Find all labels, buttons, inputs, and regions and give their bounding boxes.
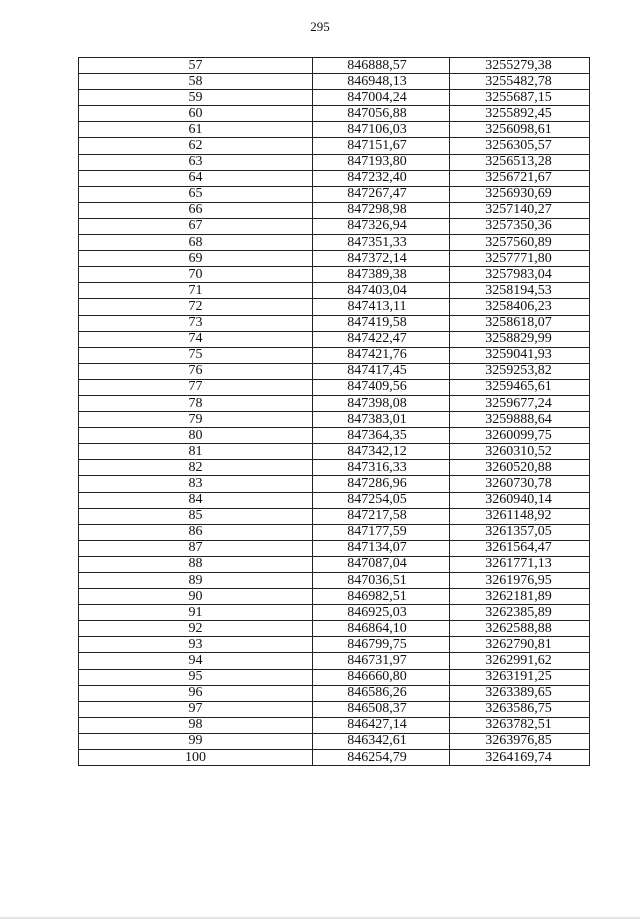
x-coordinate-cell: 846731,97 bbox=[313, 653, 450, 669]
y-coordinate-cell: 3257983,04 bbox=[450, 267, 590, 283]
x-coordinate-cell: 847056,88 bbox=[313, 106, 450, 122]
point-number-cell: 95 bbox=[79, 669, 313, 685]
table-row bbox=[79, 347, 590, 363]
y-coordinate-cell: 3255279,38 bbox=[450, 58, 590, 74]
point-number-cell: 83 bbox=[79, 476, 313, 492]
table-row bbox=[79, 492, 590, 508]
point-number-cell: 97 bbox=[79, 701, 313, 717]
y-coordinate-cell: 3262181,89 bbox=[450, 589, 590, 605]
table-row bbox=[79, 106, 590, 122]
table-row bbox=[79, 186, 590, 202]
table-row bbox=[79, 573, 590, 589]
x-coordinate-cell: 847342,12 bbox=[313, 444, 450, 460]
point-number-cell: 75 bbox=[79, 347, 313, 363]
y-coordinate-cell: 3259677,24 bbox=[450, 395, 590, 411]
point-number-cell: 91 bbox=[79, 605, 313, 621]
x-coordinate-cell: 847364,35 bbox=[313, 428, 450, 444]
y-coordinate-cell: 3255482,78 bbox=[450, 74, 590, 90]
table-row bbox=[79, 363, 590, 379]
y-coordinate-cell: 3257560,89 bbox=[450, 235, 590, 251]
y-coordinate-cell: 3261771,13 bbox=[450, 556, 590, 572]
table-row bbox=[79, 299, 590, 315]
y-coordinate-cell: 3263389,65 bbox=[450, 685, 590, 701]
y-coordinate-cell: 3259041,93 bbox=[450, 347, 590, 363]
point-number-cell: 71 bbox=[79, 283, 313, 299]
x-coordinate-cell: 846660,80 bbox=[313, 669, 450, 685]
table-row bbox=[79, 444, 590, 460]
x-coordinate-cell: 847193,80 bbox=[313, 154, 450, 170]
x-coordinate-cell: 847298,98 bbox=[313, 202, 450, 218]
x-coordinate-cell: 847151,67 bbox=[313, 138, 450, 154]
y-coordinate-cell: 3262588,88 bbox=[450, 621, 590, 637]
y-coordinate-cell: 3262790,81 bbox=[450, 637, 590, 653]
x-coordinate-cell: 847417,45 bbox=[313, 363, 450, 379]
y-coordinate-cell: 3263586,75 bbox=[450, 701, 590, 717]
point-number-cell: 62 bbox=[79, 138, 313, 154]
point-number-cell: 68 bbox=[79, 235, 313, 251]
point-number-cell: 77 bbox=[79, 379, 313, 395]
y-coordinate-cell: 3260099,75 bbox=[450, 428, 590, 444]
x-coordinate-cell: 846799,75 bbox=[313, 637, 450, 653]
table-row bbox=[79, 395, 590, 411]
point-number-cell: 100 bbox=[79, 750, 313, 766]
point-number-cell: 85 bbox=[79, 508, 313, 524]
table-row bbox=[79, 138, 590, 154]
table-row bbox=[79, 540, 590, 556]
point-number-cell: 81 bbox=[79, 444, 313, 460]
y-coordinate-cell: 3258194,53 bbox=[450, 283, 590, 299]
x-coordinate-cell: 847398,08 bbox=[313, 395, 450, 411]
y-coordinate-cell: 3257350,36 bbox=[450, 218, 590, 234]
point-number-cell: 61 bbox=[79, 122, 313, 138]
table-row bbox=[79, 412, 590, 428]
table-row bbox=[79, 685, 590, 701]
point-number-cell: 66 bbox=[79, 202, 313, 218]
y-coordinate-cell: 3261357,05 bbox=[450, 524, 590, 540]
x-coordinate-cell: 847217,58 bbox=[313, 508, 450, 524]
x-coordinate-cell: 847422,47 bbox=[313, 331, 450, 347]
point-number-cell: 80 bbox=[79, 428, 313, 444]
y-coordinate-cell: 3256305,57 bbox=[450, 138, 590, 154]
y-coordinate-cell: 3264169,74 bbox=[450, 750, 590, 766]
point-number-cell: 86 bbox=[79, 524, 313, 540]
point-number-cell: 88 bbox=[79, 556, 313, 572]
table-row bbox=[79, 283, 590, 299]
table-row bbox=[79, 637, 590, 653]
point-number-cell: 93 bbox=[79, 637, 313, 653]
y-coordinate-cell: 3262385,89 bbox=[450, 605, 590, 621]
point-number-cell: 84 bbox=[79, 492, 313, 508]
coordinates-table bbox=[78, 57, 590, 766]
y-coordinate-cell: 3258618,07 bbox=[450, 315, 590, 331]
y-coordinate-cell: 3260310,52 bbox=[450, 444, 590, 460]
x-coordinate-cell: 846864,10 bbox=[313, 621, 450, 637]
y-coordinate-cell: 3259253,82 bbox=[450, 363, 590, 379]
table-row bbox=[79, 235, 590, 251]
y-coordinate-cell: 3263191,25 bbox=[450, 669, 590, 685]
x-coordinate-cell: 847421,76 bbox=[313, 347, 450, 363]
table-row bbox=[79, 170, 590, 186]
x-coordinate-cell: 847419,58 bbox=[313, 315, 450, 331]
table-row bbox=[79, 267, 590, 283]
table-row bbox=[79, 733, 590, 749]
point-number-cell: 92 bbox=[79, 621, 313, 637]
x-coordinate-cell: 847254,05 bbox=[313, 492, 450, 508]
table-row bbox=[79, 331, 590, 347]
point-number-cell: 74 bbox=[79, 331, 313, 347]
y-coordinate-cell: 3255892,45 bbox=[450, 106, 590, 122]
coordinates-table-body bbox=[79, 58, 590, 766]
x-coordinate-cell: 847326,94 bbox=[313, 218, 450, 234]
y-coordinate-cell: 3261976,95 bbox=[450, 573, 590, 589]
x-coordinate-cell: 847004,24 bbox=[313, 90, 450, 106]
x-coordinate-cell: 847389,38 bbox=[313, 267, 450, 283]
table-row bbox=[79, 556, 590, 572]
y-coordinate-cell: 3258406,23 bbox=[450, 299, 590, 315]
y-coordinate-cell: 3256098,61 bbox=[450, 122, 590, 138]
x-coordinate-cell: 846427,14 bbox=[313, 717, 450, 733]
x-coordinate-cell: 847316,33 bbox=[313, 460, 450, 476]
y-coordinate-cell: 3263976,85 bbox=[450, 733, 590, 749]
x-coordinate-cell: 847036,51 bbox=[313, 573, 450, 589]
x-coordinate-cell: 847232,40 bbox=[313, 170, 450, 186]
y-coordinate-cell: 3260730,78 bbox=[450, 476, 590, 492]
point-number-cell: 99 bbox=[79, 733, 313, 749]
x-coordinate-cell: 847106,03 bbox=[313, 122, 450, 138]
y-coordinate-cell: 3257771,80 bbox=[450, 251, 590, 267]
point-number-cell: 94 bbox=[79, 653, 313, 669]
point-number-cell: 67 bbox=[79, 218, 313, 234]
y-coordinate-cell: 3257140,27 bbox=[450, 202, 590, 218]
table-row bbox=[79, 379, 590, 395]
point-number-cell: 96 bbox=[79, 685, 313, 701]
point-number-cell: 82 bbox=[79, 460, 313, 476]
y-coordinate-cell: 3259888,64 bbox=[450, 412, 590, 428]
table-row bbox=[79, 122, 590, 138]
y-coordinate-cell: 3255687,15 bbox=[450, 90, 590, 106]
point-number-cell: 78 bbox=[79, 395, 313, 411]
x-coordinate-cell: 847372,14 bbox=[313, 251, 450, 267]
point-number-cell: 60 bbox=[79, 106, 313, 122]
point-number-cell: 57 bbox=[79, 58, 313, 74]
table-row bbox=[79, 717, 590, 733]
x-coordinate-cell: 846586,26 bbox=[313, 685, 450, 701]
point-number-cell: 87 bbox=[79, 540, 313, 556]
point-number-cell: 98 bbox=[79, 717, 313, 733]
point-number-cell: 90 bbox=[79, 589, 313, 605]
y-coordinate-cell: 3256513,28 bbox=[450, 154, 590, 170]
point-number-cell: 63 bbox=[79, 154, 313, 170]
point-number-cell: 64 bbox=[79, 170, 313, 186]
point-number-cell: 70 bbox=[79, 267, 313, 283]
point-number-cell: 72 bbox=[79, 299, 313, 315]
point-number-cell: 89 bbox=[79, 573, 313, 589]
table-row bbox=[79, 524, 590, 540]
table-row bbox=[79, 58, 590, 74]
y-coordinate-cell: 3260520,88 bbox=[450, 460, 590, 476]
x-coordinate-cell: 846508,37 bbox=[313, 701, 450, 717]
x-coordinate-cell: 847413,11 bbox=[313, 299, 450, 315]
table-row bbox=[79, 653, 590, 669]
table-row bbox=[79, 750, 590, 766]
table-row bbox=[79, 621, 590, 637]
y-coordinate-cell: 3261564,47 bbox=[450, 540, 590, 556]
table-row bbox=[79, 508, 590, 524]
table-row bbox=[79, 218, 590, 234]
table-row bbox=[79, 74, 590, 90]
table-row bbox=[79, 251, 590, 267]
table-row bbox=[79, 90, 590, 106]
table-row bbox=[79, 476, 590, 492]
y-coordinate-cell: 3263782,51 bbox=[450, 717, 590, 733]
x-coordinate-cell: 846948,13 bbox=[313, 74, 450, 90]
page-number: 295 bbox=[310, 19, 330, 34]
table-row bbox=[79, 605, 590, 621]
table-row bbox=[79, 460, 590, 476]
table-row bbox=[79, 701, 590, 717]
y-coordinate-cell: 3261148,92 bbox=[450, 508, 590, 524]
point-number-cell: 65 bbox=[79, 186, 313, 202]
y-coordinate-cell: 3256930,69 bbox=[450, 186, 590, 202]
y-coordinate-cell: 3256721,67 bbox=[450, 170, 590, 186]
table-row bbox=[79, 669, 590, 685]
table-row bbox=[79, 202, 590, 218]
table-row bbox=[79, 428, 590, 444]
x-coordinate-cell: 847267,47 bbox=[313, 186, 450, 202]
point-number-cell: 73 bbox=[79, 315, 313, 331]
y-coordinate-cell: 3262991,62 bbox=[450, 653, 590, 669]
x-coordinate-cell: 846254,79 bbox=[313, 750, 450, 766]
x-coordinate-cell: 847087,04 bbox=[313, 556, 450, 572]
table-row bbox=[79, 315, 590, 331]
y-coordinate-cell: 3258829,99 bbox=[450, 331, 590, 347]
point-number-cell: 79 bbox=[79, 412, 313, 428]
x-coordinate-cell: 846925,03 bbox=[313, 605, 450, 621]
x-coordinate-cell: 847403,04 bbox=[313, 283, 450, 299]
x-coordinate-cell: 847409,56 bbox=[313, 379, 450, 395]
point-number-cell: 58 bbox=[79, 74, 313, 90]
table-row bbox=[79, 589, 590, 605]
x-coordinate-cell: 846342,61 bbox=[313, 733, 450, 749]
x-coordinate-cell: 846888,57 bbox=[313, 58, 450, 74]
x-coordinate-cell: 847383,01 bbox=[313, 412, 450, 428]
x-coordinate-cell: 847134,07 bbox=[313, 540, 450, 556]
point-number-cell: 76 bbox=[79, 363, 313, 379]
x-coordinate-cell: 847351,33 bbox=[313, 235, 450, 251]
x-coordinate-cell: 847177,59 bbox=[313, 524, 450, 540]
x-coordinate-cell: 847286,96 bbox=[313, 476, 450, 492]
point-number-cell: 69 bbox=[79, 251, 313, 267]
point-number-cell: 59 bbox=[79, 90, 313, 106]
x-coordinate-cell: 846982,51 bbox=[313, 589, 450, 605]
y-coordinate-cell: 3259465,61 bbox=[450, 379, 590, 395]
table-row bbox=[79, 154, 590, 170]
y-coordinate-cell: 3260940,14 bbox=[450, 492, 590, 508]
